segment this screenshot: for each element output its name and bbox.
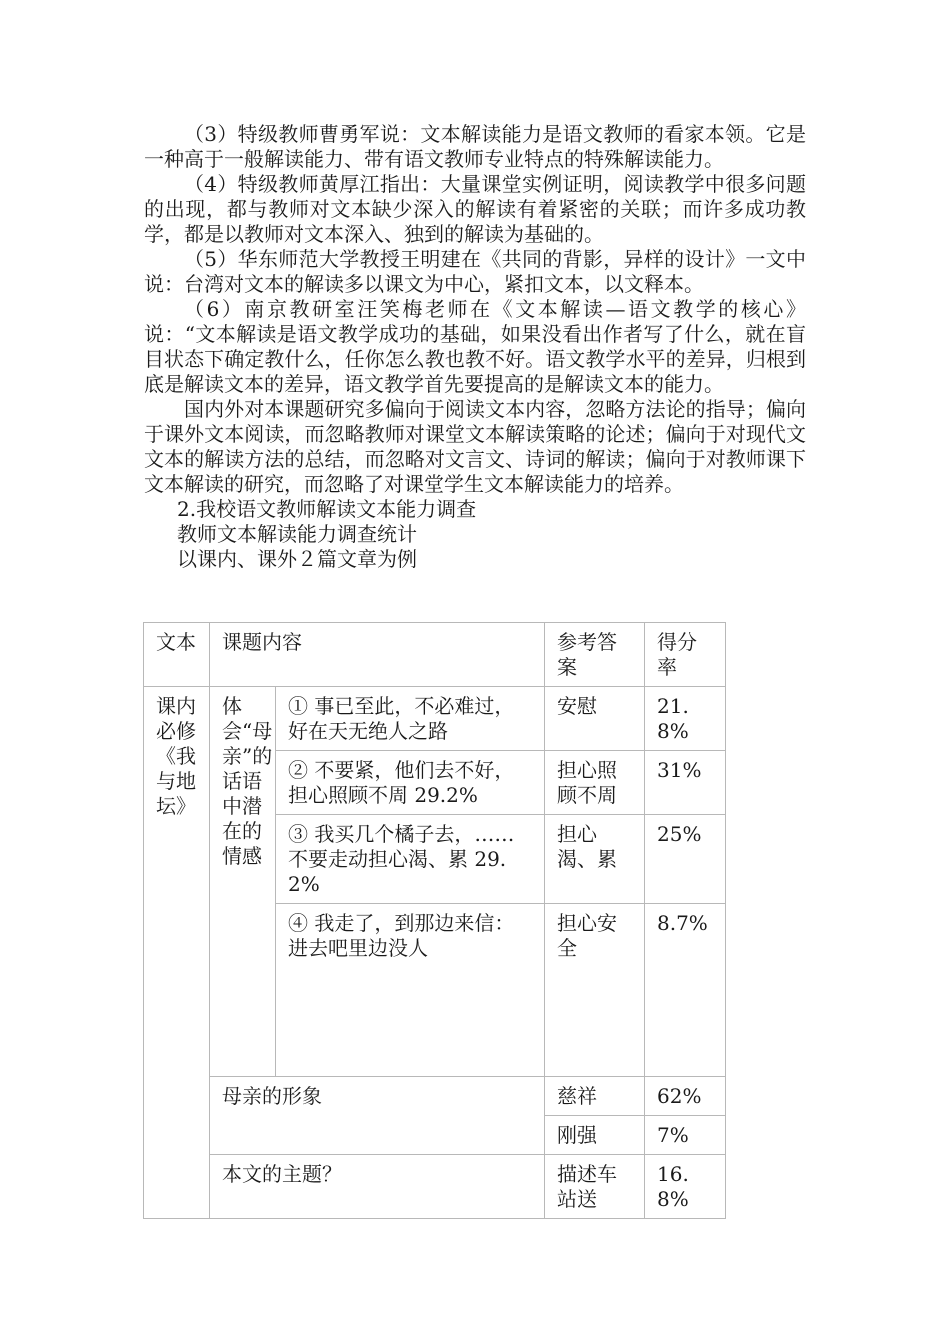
item-cell: ① 事已至此，不必难过，好在天无绝人之路 [276,687,545,751]
theme-question: 本文的主题？ [210,1155,545,1219]
section-heading: 2.我校语文教师解读文本能力调查 [177,497,477,521]
mother-image-question: 母亲的形象 [210,1077,545,1155]
rate-cell: 8.7% [645,904,726,1077]
paragraph-quote-5: （5）华东师范大学教授王明建在《共同的背影，异样的设计》一文中说：台湾对文本的解读多以课文为中心，紧扣文本，以文释本。 [144,247,806,296]
answer-cell: 担心渴、累 [545,815,645,904]
rate-cell: 16.8% [645,1155,726,1219]
item-cell: ③ 我买几个橘子去，……不要走动担心渴、累 29.2% [276,815,545,904]
item-cell: ④ 我走了，到那边来信：进去吧里边没人 [276,904,545,1077]
table-row [144,687,726,751]
answer-cell: 慈祥 [545,1077,645,1116]
group-label-cell: 体会“母亲”的话语中潜在的情感 [210,687,276,1077]
paragraph-quote-3: （3）特级教师曹勇军说：文本解读能力是语文教师的看家本领。它是一种高于一般解读能力、带有语文教师专业特点的特殊解读能力。 [144,122,806,171]
answer-cell: 安慰 [545,687,645,751]
header-rate: 得分率 [645,623,726,687]
rate-cell: 62% [645,1077,726,1116]
rate-cell: 31% [645,751,726,815]
table-row [144,1077,726,1116]
paragraph-quote-6: （6）南京教研室汪笑梅老师在《文本解读—语文教学的核心》说：“文本解读是语文教学成功的基础，如果没看出作者写了什么，就在盲目状态下确定教什么，任你怎么教也教不好。语文教学水平的差异，归根到底是解读文本的差异，语文教学首先要提高的是解读文本的能力。 [144,297,806,396]
table-title: 教师文本解读能力调查统计 [177,522,417,546]
paragraph-summary: 国内外对本课题研究多偏向于阅读文本内容，忽略方法论的指导；偏向于课外文本阅读，而忽略教师对课堂文本解读策略的论述；偏向于对现代文文本的解读方法的总结，而忽略对文言文、诗词的解读；偏向于对教师课下文本解读的研究，而忽略了对课堂学生文本解读能力的培养。 [144,397,806,496]
table-row [144,1155,726,1219]
table-header-row [144,623,726,687]
header-answer: 参考答案 [545,623,645,687]
rate-cell: 25% [645,815,726,904]
survey-table [143,622,726,1219]
answer-cell: 刚强 [545,1116,645,1155]
rate-cell: 21.8% [645,687,726,751]
table-subtitle: 以课内、课外２篇文章为例 [177,547,417,571]
paragraph-quote-4: （4）特级教师黄厚江指出：大量课堂实例证明，阅读教学中很多问题的出现，都与教师对文本缺少深入的解读有着紧密的关联；而许多成功教学，都是以教师对文本深入、独到的解读为基础的。 [144,172,806,246]
answer-cell: 担心安全 [545,904,645,1077]
rate-cell: 7% [645,1116,726,1155]
header-content: 课题内容 [210,623,545,687]
header-text: 文本 [144,623,210,687]
item-cell: ② 不要紧，他们去不好，担心照顾不周 29.2% [276,751,545,815]
document-body [144,122,806,572]
answer-cell: 担心照顾不周 [545,751,645,815]
text-title-cell: 课内必修《我与地坛》 [144,687,210,1219]
answer-cell: 描述车站送 [545,1155,645,1219]
